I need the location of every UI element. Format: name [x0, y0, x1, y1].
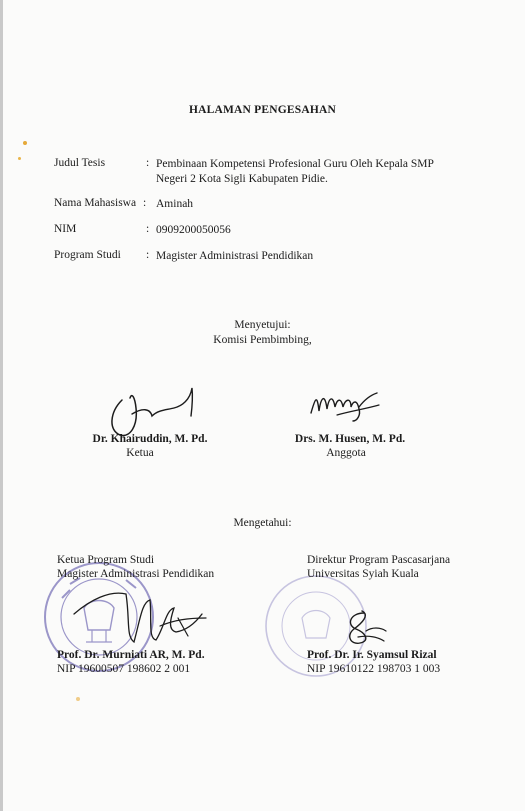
approval-line2: Komisi Pembimbing,	[213, 334, 312, 346]
official1-name: Prof. Dr. Murniati AR, M. Pd.	[57, 649, 205, 661]
colon: :	[146, 223, 150, 235]
acknowledged-label: Mengetahui:	[233, 517, 292, 529]
signature-murniati	[70, 580, 210, 658]
label-nim: NIM	[54, 223, 77, 235]
page-title: HALAMAN PENGESAHAN	[188, 104, 337, 116]
label-nama-mahasiswa: Nama Mahasiswa	[54, 197, 137, 209]
value-program-studi: Magister Administrasi Pendidikan	[156, 250, 314, 262]
label-judul-tesis: Judul Tesis	[54, 157, 106, 169]
official2-name: Prof. Dr. Ir. Syamsul Rizal	[307, 649, 437, 661]
colon: :	[146, 157, 150, 169]
official2-line1: Direktur Program Pascasarjana	[307, 554, 451, 566]
value-nim: 0909200050056	[156, 224, 231, 236]
official2-nip: NIP 19610122 198703 1 003	[307, 663, 441, 675]
supervisor2-role: Anggota	[326, 447, 366, 459]
signature-husen	[307, 385, 383, 425]
value-judul-line1: Pembinaan Kompetensi Profesional Guru Oleh Kepala SMP	[156, 158, 434, 170]
official1-line1: Ketua Program Studi	[57, 554, 155, 566]
orange-speck	[76, 697, 80, 701]
approval-line1: Menyetujui:	[234, 319, 291, 331]
supervisor1-role: Ketua	[126, 447, 154, 459]
colon: :	[143, 197, 147, 209]
signature-syamsul	[340, 605, 390, 649]
page-edge	[0, 0, 3, 811]
label-program-studi: Program Studi	[54, 249, 121, 261]
official2-line2: Universitas Syiah Kuala	[307, 568, 419, 580]
official1-nip: NIP 19600507 198602 2 001	[57, 663, 191, 675]
orange-speck	[18, 157, 21, 160]
colon: :	[146, 249, 150, 261]
signature-khairuddin	[102, 378, 202, 440]
value-nama: Aminah	[156, 198, 194, 210]
orange-speck	[23, 141, 27, 145]
value-judul-line2: Negeri 2 Kota Sigli Kabupaten Pidie.	[156, 173, 328, 185]
supervisor2-name: Drs. M. Husen, M. Pd.	[294, 433, 406, 445]
official1-line2: Magister Administrasi Pendidikan	[57, 568, 215, 580]
supervisor1-name: Dr. Khairuddin, M. Pd.	[92, 433, 208, 445]
